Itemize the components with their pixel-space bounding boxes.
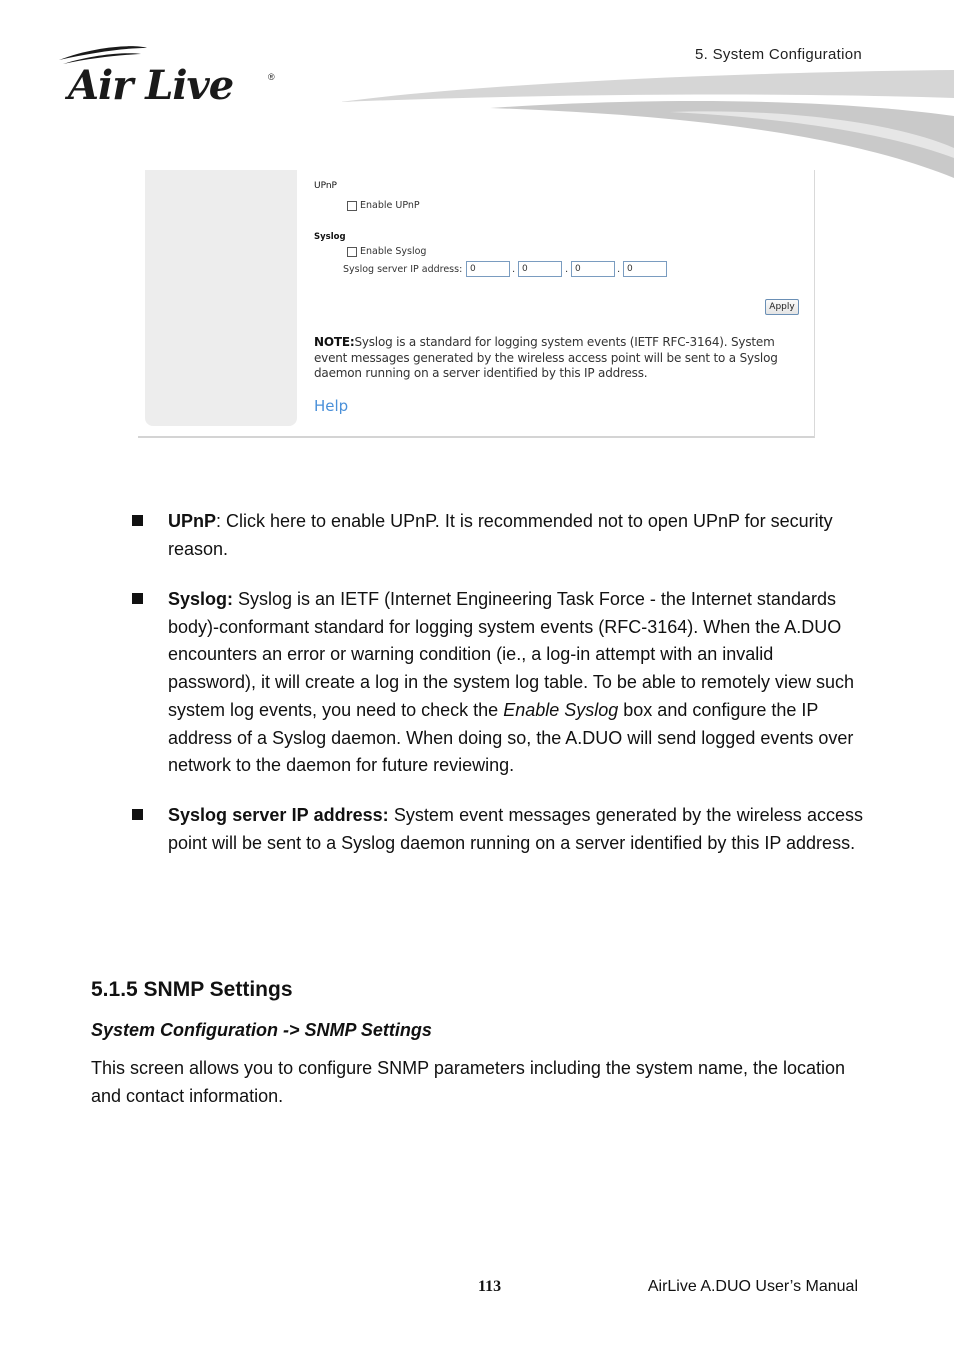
enable-upnp-checkbox[interactable] <box>347 201 357 211</box>
bullet-square-icon <box>132 593 143 604</box>
logo-wordmark: Air Live <box>68 62 234 109</box>
bullet-square-icon <box>132 515 143 526</box>
ip-octet-3-input[interactable]: 0 <box>571 261 615 277</box>
enable-syslog-label: Enable Syslog <box>360 246 427 257</box>
screenshot-sidebar <box>145 170 297 426</box>
ip-dot-3: . <box>617 264 621 275</box>
manual-title: AirLive A.DUO User’s Manual <box>647 1278 858 1295</box>
bullet-text: : Click here to enable UPnP. It is recommended not to open UPnP for security reason. <box>168 511 833 559</box>
bullet-term: Syslog: <box>168 589 234 609</box>
upnp-heading: UPnP <box>314 181 337 191</box>
bullet-emphasis: Enable Syslog <box>503 699 619 720</box>
enable-upnp-label: Enable UPnP <box>360 200 420 211</box>
note-prefix: NOTE: <box>314 335 355 349</box>
bullet-text: System event messages generated by the wireless access point will be sent to a Syslog daemon running on a server identified by this IP address. <box>168 805 863 853</box>
apply-button[interactable]: Apply <box>765 299 799 315</box>
syslog-server-ip-label: Syslog server IP address: <box>343 264 463 275</box>
bullet-syslog-server-ip <box>168 802 863 857</box>
bullet-text: box and configure the IP address of a Syslog daemon. When doing so, the A.DUO will send logged events over network to the daemon for future reviewing. <box>168 699 854 776</box>
enable-syslog-checkbox[interactable] <box>347 247 357 257</box>
bullet-term: UPnP <box>168 511 217 531</box>
bullet-syslog <box>168 586 863 780</box>
page-number: 113 <box>478 1278 502 1295</box>
bullet-text: Syslog is an IETF (Internet Engineering Task Force - the Internet standards body)-conformant standard for logging system events (RFC-3164). When the A.DUO encounters an error or warning condition (ie., a log-in attempt with an invalid password), it will create a log in the system log table. To be able to remotely view such system log events, you need to check the <box>168 589 854 720</box>
ip-octet-4-input[interactable]: 0 <box>623 261 667 277</box>
section-heading: 5.1.5 SNMP Settings <box>91 978 293 1001</box>
bullet-upnp <box>168 508 863 563</box>
bullet-term: Syslog server IP address: <box>168 805 389 825</box>
ip-dot-1: . <box>512 264 516 275</box>
note-text: Syslog is a standard for logging system events (IETF RFC-3164). System event messages generated by the wireless access point will be sent to a Syslog daemon running on a server identified by this IP address. <box>314 335 778 380</box>
ip-octet-1-input[interactable]: 0 <box>466 261 510 277</box>
section-intro: This screen allows you to configure SNMP parameters including the system name, the location and contact information. <box>91 1058 846 1106</box>
menu-path: System Configuration -> SNMP Settings <box>91 1020 432 1040</box>
ip-dot-2: . <box>565 264 569 275</box>
registered-mark: ® <box>268 72 275 82</box>
ip-octet-2-input[interactable]: 0 <box>518 261 562 277</box>
help-link[interactable]: Help <box>314 397 349 415</box>
bullet-square-icon <box>132 809 143 820</box>
chapter-title: 5. System Configuration <box>695 46 862 63</box>
syslog-note <box>314 335 794 382</box>
syslog-heading: Syslog <box>314 232 346 242</box>
